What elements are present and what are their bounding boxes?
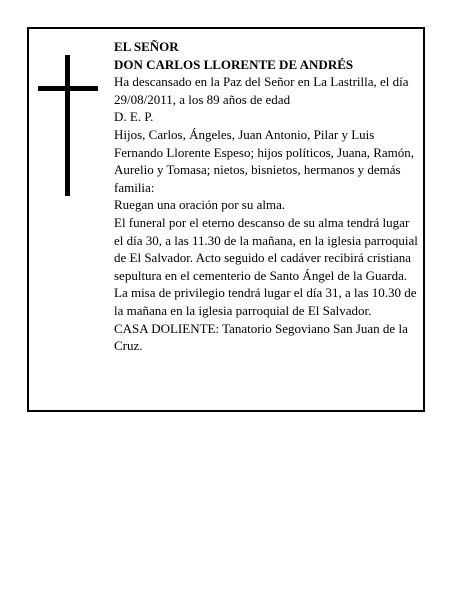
title-line-1: EL SEÑOR <box>114 39 179 54</box>
passing-statement: Ha descansado en la Paz del Señor en La Lastrilla, el día 29/08/2011, a los 89 años de edad <box>114 74 409 107</box>
rip-line: D. E. P. <box>114 109 154 125</box>
family-list: Hijos, Carlos, Ángeles, Juan Antonio, Pilar y Luis Fernando Llorente Espeso; hijos políticos, Juana, Ramón, Aurelio y Tomasa; nietos, bisnietos, hermanos y demás familia: <box>114 126 415 195</box>
funeral-details: El funeral por el eterno descanso de su alma tendrá lugar el día 30, a las 11.30 de la mañana, en la iglesia parroquial de El Salvador. Acto seguido el cadáver recibirá cristiana sepultura en el cementerio de Santo Ángel de la Guarda. <box>114 214 418 283</box>
cross-vertical-bar <box>65 55 70 196</box>
prayer-request: Ruegan una oración por su alma. <box>114 197 286 213</box>
obituary-text <box>114 38 420 355</box>
latin-cross-icon <box>38 55 98 196</box>
deceased-name: DON CARLOS LLORENTE DE ANDRÉS <box>114 56 354 72</box>
funeral-home: CASA DOLIENTE: Tanatorio Segoviano San Juan de la Cruz. <box>114 320 408 354</box>
mass-details: La misa de privilegio tendrá lugar el día 31, a las 10.30 de la mañana en la iglesia parroquial de El Salvador. <box>114 285 417 318</box>
cross-horizontal-bar <box>38 86 98 91</box>
